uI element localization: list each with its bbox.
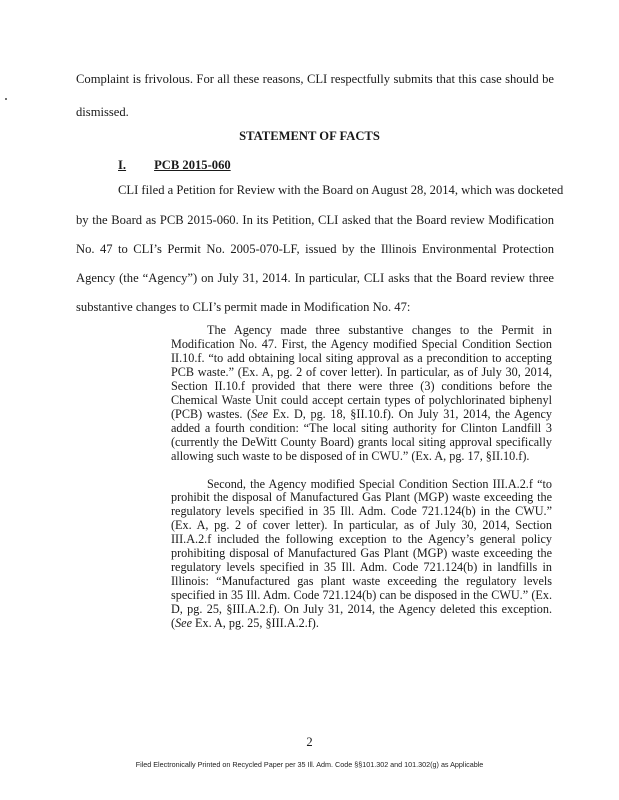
subsection-number: I. bbox=[118, 158, 127, 172]
page-number: 2 bbox=[306, 735, 313, 749]
filing-footer: Filed Electronically Printed on Recycled Paper per 35 Ill. Adm. Code §§101.302 and 101.302(g) as Applicable bbox=[135, 760, 484, 769]
subsection-heading bbox=[118, 158, 231, 173]
paragraph-line-5: substantive changes to CLI’s permit made in Modification No. 47: bbox=[76, 300, 411, 314]
paragraph-line-2: by the Board as PCB 2015-060. In its Petition, CLI asked that the Board review Modification bbox=[76, 213, 554, 227]
block-quote-paragraph-2: Second, the Agency modified Special Condition Section III.A.2.f “to prohibit the disposal of Manufactured Gas Plant (MGP) waste exceeding the regulatory levels specified in 35 Ill. Adm. Code 721.124(b) in the CWU.” (Ex. A, pg. 2 of cover letter). In particular, as of July 30, 2014, Section III.A.2.f included the following exception to the Agency’s general policy prohibiting disposal of Manufactured Gas Plant (MGP) waste exceeding the regulatory levels specified in 35 Ill. Adm. Code 721.124(b) in landfills in Illinois: “Manufactured gas plant waste exceeding the regulatory levels specified in 35 Ill. Adm. Code 721.124(b) can be disposed in the CWU.” (Ex. D, pg. 25, §III.A.2.f). On July 31, 2014, the Agency deleted this exception. (See Ex. A, pg. 25, §III.A.2.f). bbox=[171, 476, 552, 631]
paragraph-line-3: No. 47 to CLI’s Permit No. 2005-070-LF, issued by the Illinois Environmental Protection bbox=[76, 242, 554, 256]
intro-line-1: Complaint is frivolous. For all these reasons, CLI respectfully submits that this case should be bbox=[76, 72, 554, 86]
section-heading: STATEMENT OF FACTS bbox=[239, 129, 380, 143]
paragraph-line-4: Agency (the “Agency”) on July 31, 2014. In particular, CLI asks that the Board review three bbox=[76, 271, 554, 285]
block-quote-paragraph-1: The Agency made three substantive changes to the Permit in Modification No. 47. First, the Agency modified Special Condition Section II.10.f. “to add obtaining local siting approval as a precondition to accepting PCB waste.” (Ex. A, pg. 2 of cover letter). In particular, as of July 30, 2014, Section II.10.f provided that there were three (3) conditions before the Chemical Waste Unit could accept certain types of polychlorinated biphenyl (PCB) wastes. (See Ex. D, pg. 18, §II.10.f). On July 31, 2014, the Agency added a fourth condition: “The local siting authority for Clinton Landfill 3 (currently the DeWitt County Board) grants local siting approval specifically allowing such waste to be disposed of in CWU.” (Ex. A, pg. 17, §II.10.f). bbox=[171, 323, 552, 463]
intro-line-2: dismissed. bbox=[76, 105, 129, 119]
paragraph-line-1: CLI filed a Petition for Review with the Board on August 28, 2014, which was docketed bbox=[118, 183, 564, 197]
margin-mark bbox=[5, 98, 7, 100]
subsection-title: PCB 2015-060 bbox=[154, 158, 231, 172]
block-quote bbox=[171, 324, 552, 631]
